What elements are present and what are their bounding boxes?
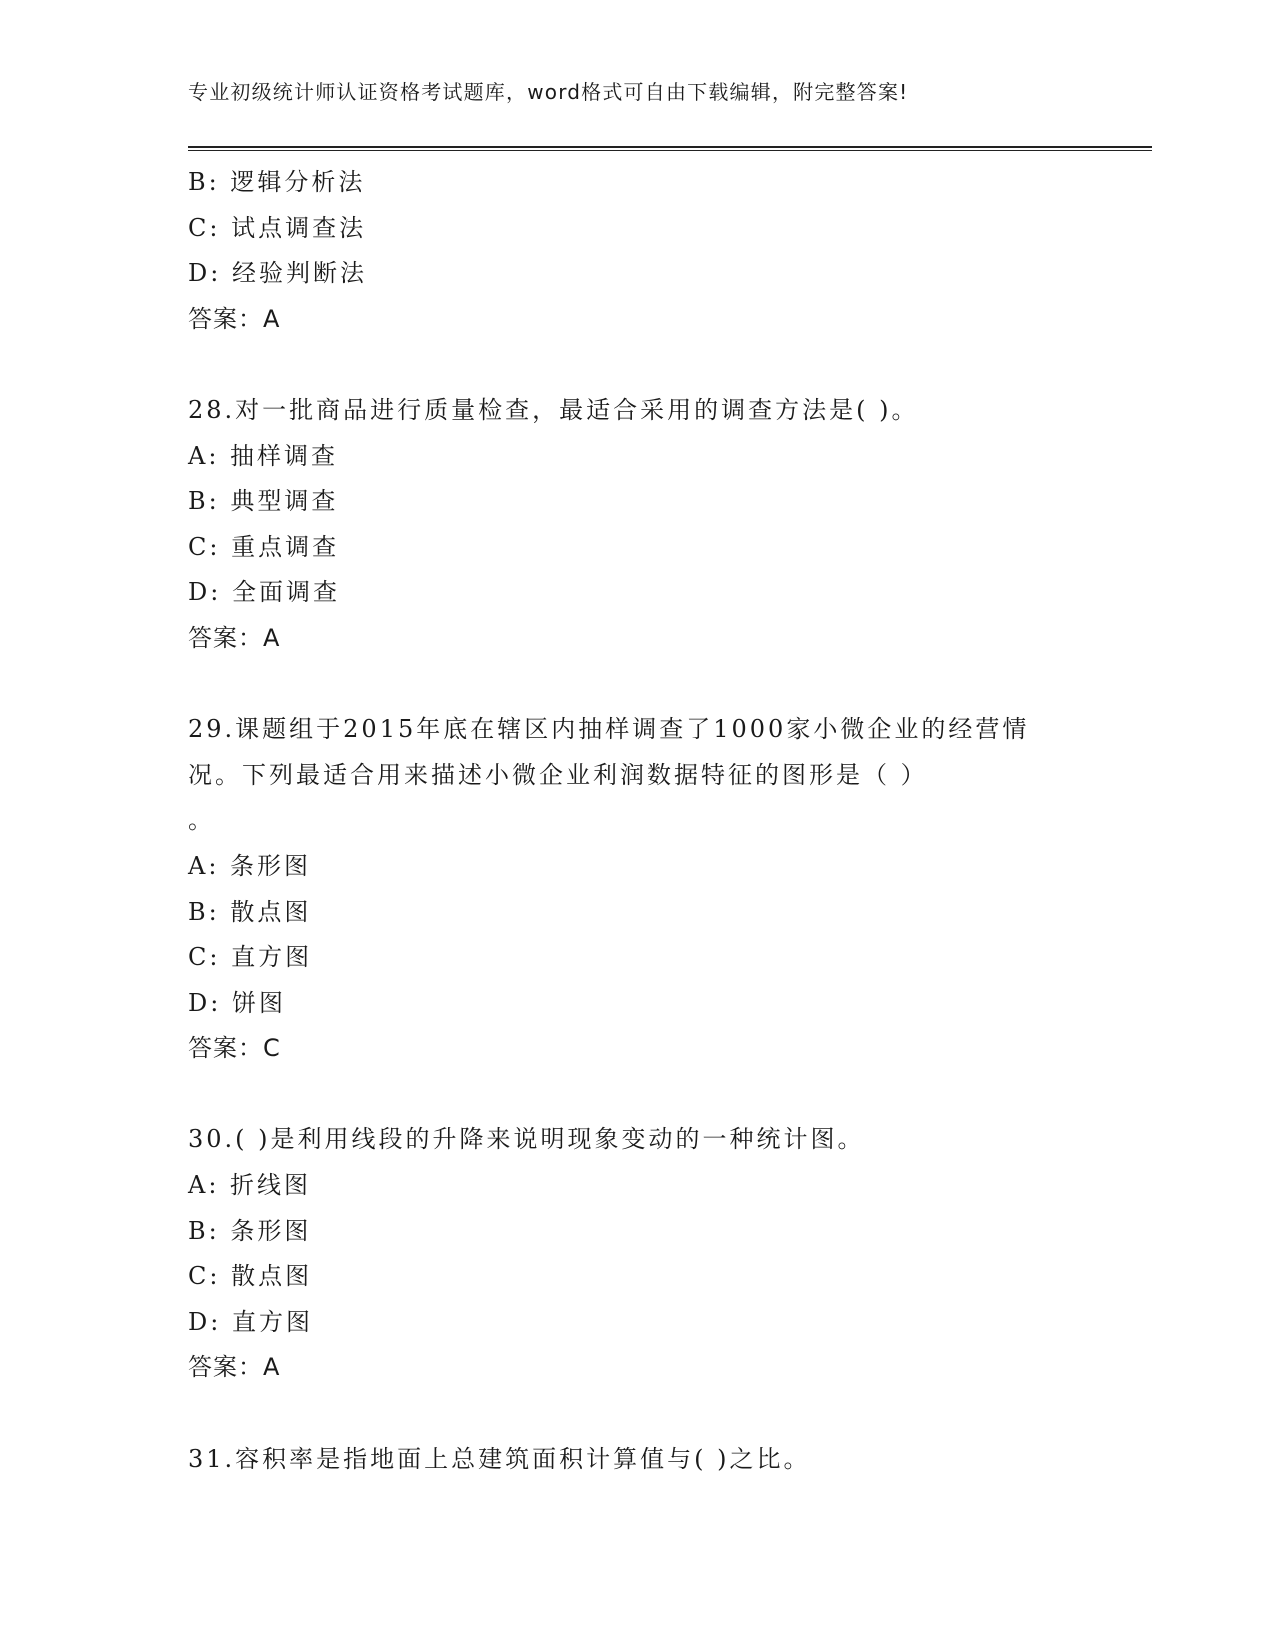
option-b: B: 条形图 (188, 1216, 312, 1245)
option-b: B: 散点图 (188, 897, 312, 926)
option-a: A: 抽样调查 (188, 441, 339, 470)
question-28 (188, 388, 1088, 662)
option-c: C: 重点调查 (188, 532, 340, 561)
header-divider (188, 146, 1152, 151)
answer: 答案：A (188, 304, 281, 333)
option-d: D: 直方图 (188, 1307, 313, 1336)
spacer (188, 662, 1088, 708)
question-text: 30.( )是利用线段的升降来说明现象变动的一种统计图。 (188, 1125, 865, 1154)
question-30 (188, 1117, 1088, 1391)
option-c: C: 试点调查法 (188, 213, 367, 242)
question-text-line-3: 。 (188, 806, 215, 835)
question-text-line-1: 29.课题组于2015年底在辖区内抽样调查了1000家小微企业的经营情 (188, 715, 1030, 744)
question-29 (188, 707, 1088, 1072)
option-d: D: 饼图 (188, 988, 286, 1017)
answer: 答案：A (188, 623, 281, 652)
option-c: C: 散点图 (188, 1262, 313, 1291)
option-b: B: 典型调查 (188, 487, 339, 516)
question-text-line-2: 况。下列最适合用来描述小微企业利润数据特征的图形是（ ） (188, 760, 928, 789)
page-header: 专业初级统计师认证资格考试题库，word格式可自由下载编辑，附完整答案! (188, 80, 909, 104)
spacer (188, 1391, 1088, 1437)
option-a: A: 条形图 (188, 851, 312, 880)
question-31 (188, 1437, 1088, 1483)
spacer (188, 342, 1088, 388)
option-d: D: 经验判断法 (188, 259, 367, 288)
question-text: 28.对一批商品进行质量检查，最适合采用的调查方法是( )。 (188, 395, 919, 424)
answer: 答案：C (188, 1034, 281, 1063)
option-b: B: 逻辑分析法 (188, 168, 366, 196)
option-a: A: 折线图 (188, 1171, 312, 1200)
question-text: 31.容积率是指地面上总建筑面积计算值与( )之比。 (188, 1444, 811, 1473)
answer: 答案：A (188, 1353, 281, 1382)
option-c: C: 直方图 (188, 943, 313, 972)
spacer (188, 1072, 1088, 1118)
question-list (188, 160, 1088, 1482)
question-27-continuation (188, 160, 1088, 342)
option-d: D: 全面调查 (188, 578, 340, 607)
